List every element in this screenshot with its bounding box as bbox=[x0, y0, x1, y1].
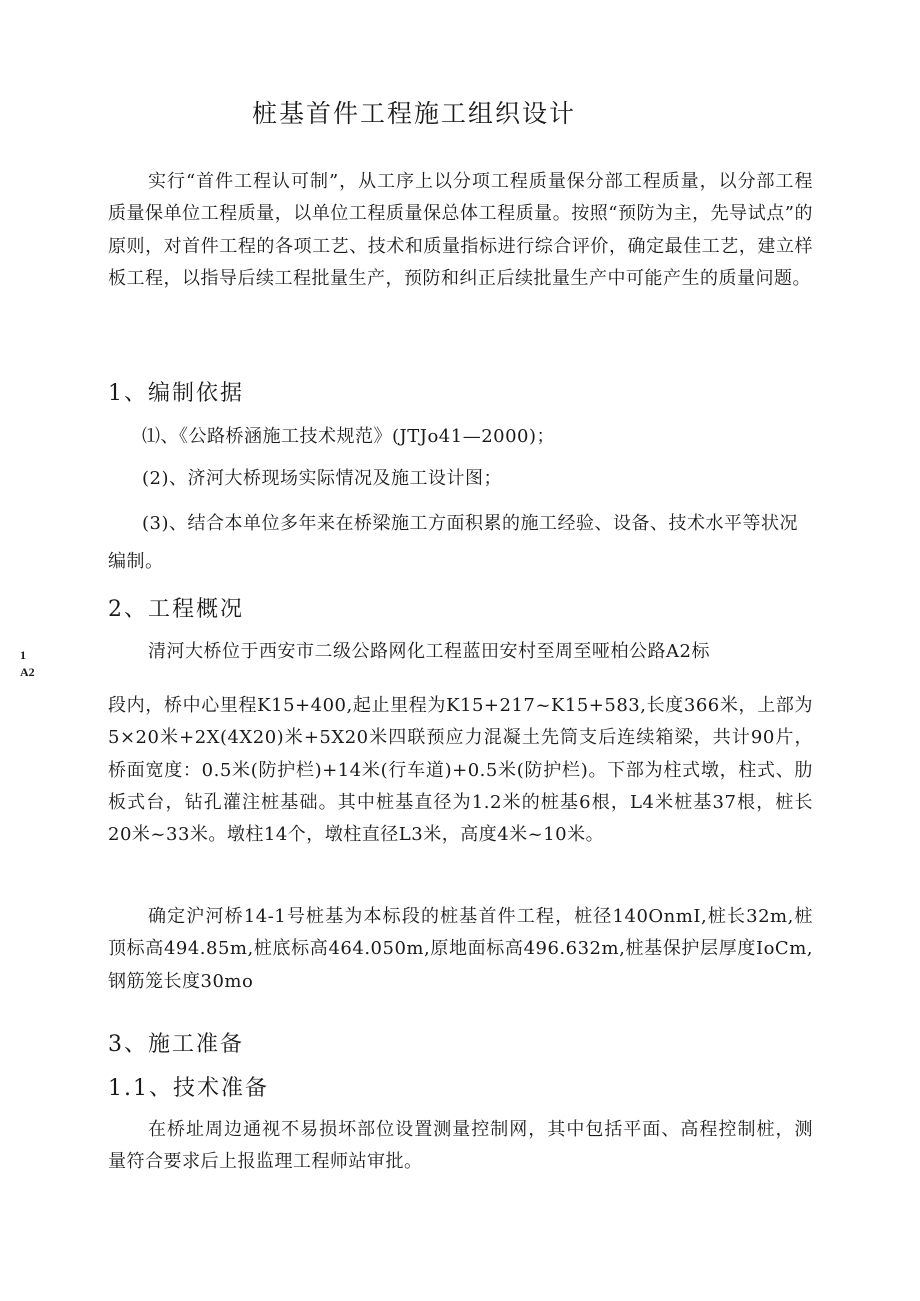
margin-note-page-number: 1 bbox=[20, 648, 26, 662]
margin-note-section-code: A2 bbox=[20, 665, 35, 679]
section3-heading: 3、施工准备 bbox=[108, 1032, 244, 1057]
section1-item-3: (3)、结合本单位多年来在桥梁施工方面积累的施工经验、设备、技术水平等状况编制。 bbox=[108, 513, 798, 572]
section2-heading: 2、工程概况 bbox=[108, 597, 244, 622]
section1-item-2: (2)、济河大桥现场实际情况及施工设计图； bbox=[142, 468, 502, 489]
section3-1-heading: 1.1、技术准备 bbox=[108, 1076, 269, 1101]
section1-heading: 1、编制依据 bbox=[108, 381, 244, 406]
intro-paragraph: 实行“首件工程认可制”，从工序上以分项工程质量保分部工程质量，以分部工程质量保单位工程质量，以单位工程质量保总体工程质量。按照“预防为主，先导试点”的原则，对首件工程的各项工艺、技术和质量指标进行综合评价，确定最佳工艺，建立样板工程，以指导后续工程批量生产，预防和纠正后续批量生产中可能产生的质量问题。 bbox=[108, 171, 813, 289]
document-title: 桩基首件工程施工组织设计 bbox=[252, 99, 577, 128]
section3-1-paragraph: 在桥址周边通视不易损坏部位设置测量控制网，其中包括平面、高程控制桩，测量符合要求后上报监理工程师站审批。 bbox=[108, 1119, 813, 1173]
section2-line1: 清河大桥位于西安市二级公路网化工程蓝田安村至周至哑柏公路A2标 bbox=[148, 641, 710, 662]
section2-paragraph-1: 段内，桥中心里程K15+400,起止里程为K15+217~K15+583,长度366米，上部为5×20米+2X(4X20)米+5X20米四联预应力混凝土先筒支后连续箱梁，共计90片，桥面宽度：0.5米(防护栏)+14米(行车道)+0.5米(防护栏)。下部为柱式墩，柱式、肋板式台，钻孔灌注桩基础。其中桩基直径为1.2米的桩基6根，L4米桩基37根，桩长20米~33米。墩柱14个，墩柱直径L3米，高度4米~10米。 bbox=[108, 695, 813, 846]
section2-paragraph-2: 确定沪河桥14-1号桩基为本标段的桩基首件工程，桩径140OnmI,桩长32m,桩顶标高494.85m,桩底标高464.050m,原地面标高496.632m,桩基保护层厚度IoCm,钢筋笼长度30mo bbox=[108, 906, 813, 992]
section1-item-1: ⑴、《公路桥涵施工技术规范》(JTJo41—2000)； bbox=[142, 426, 556, 447]
